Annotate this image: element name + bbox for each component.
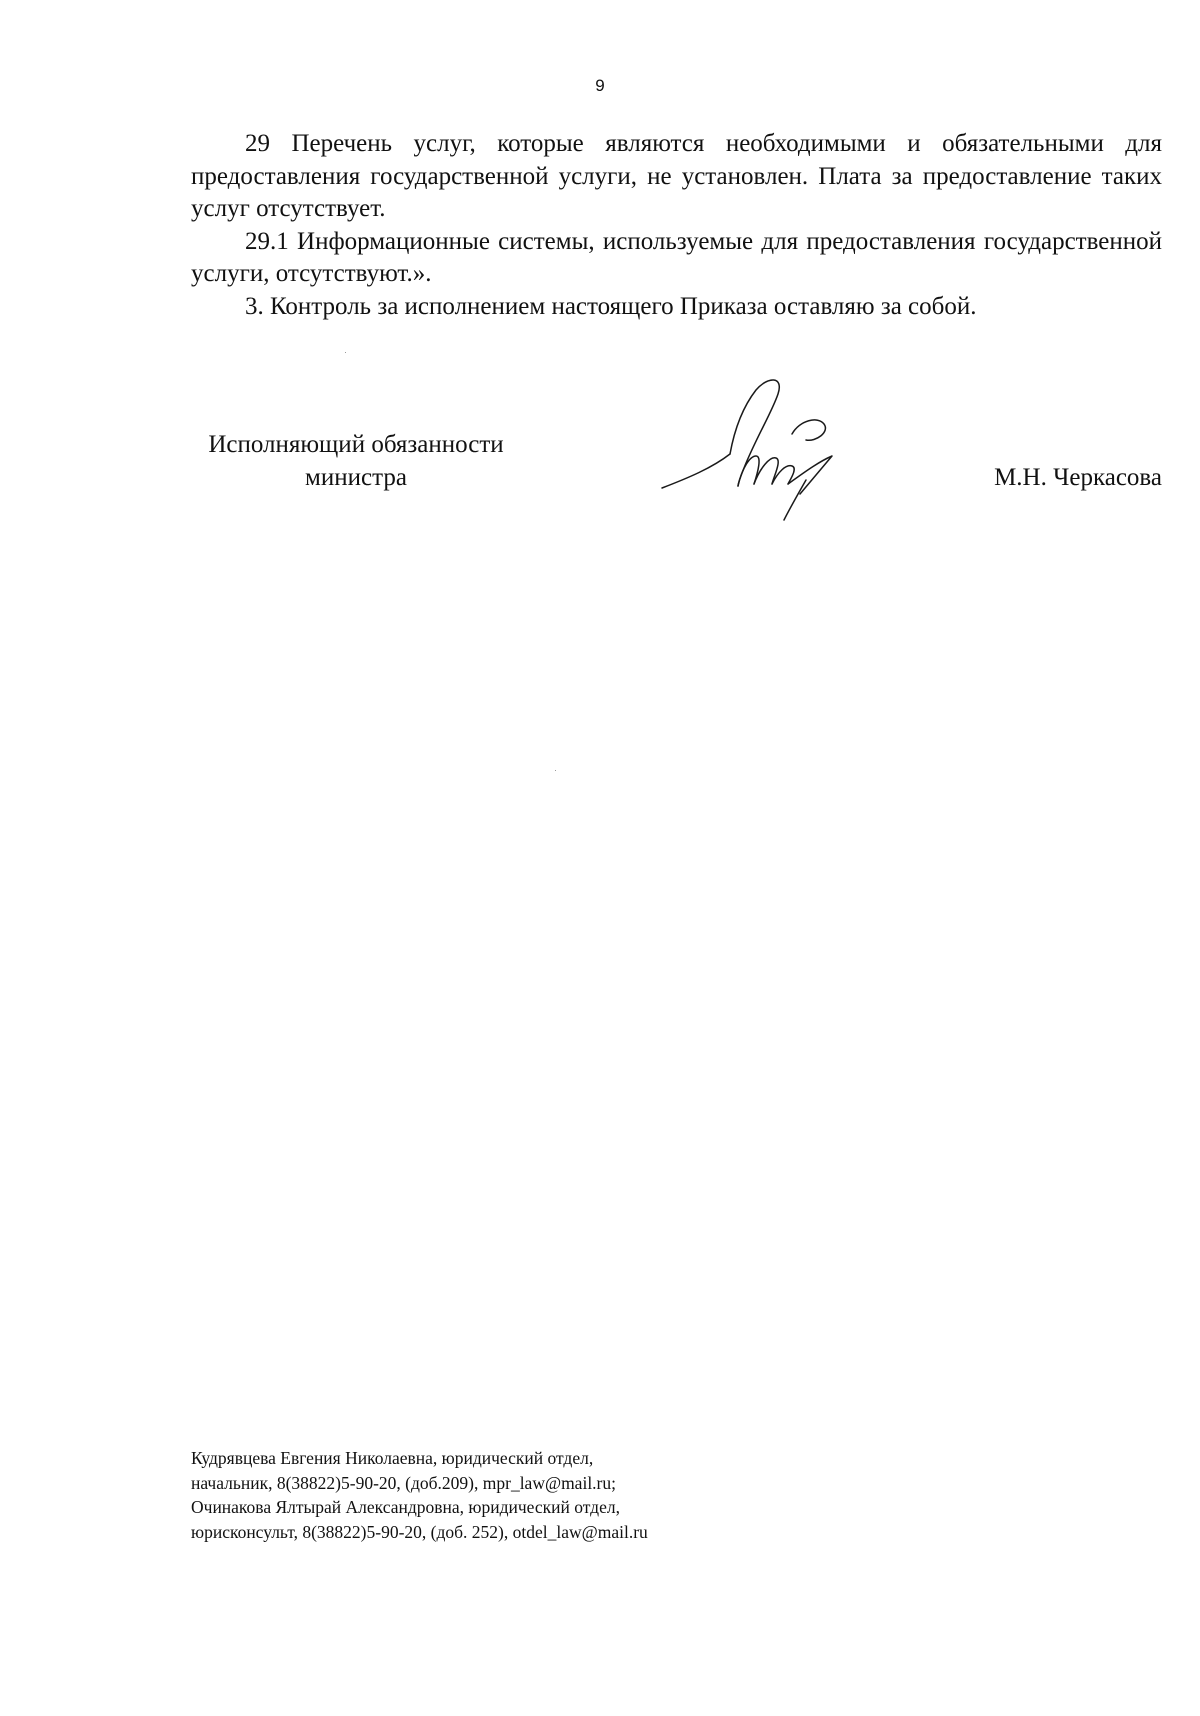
paragraph-services-list: 29 Перечень услуг, которые являются необходимыми и обязательными для предоставления государственной услуги, не установлен. Плата за предоставление таких услуг отсутствует.: [191, 130, 1162, 222]
signer-title: [191, 428, 521, 494]
scan-speck: [345, 352, 346, 353]
footer-line-4: юрисконсульт, 8(38822)5-90-20, (доб. 252), otdel_law@mail.ru: [191, 1521, 648, 1542]
body-text: [191, 128, 1162, 323]
paragraph-information-systems: 29.1 Информационные системы, используемые для предоставления государственной услуги, отсутствуют.».: [191, 227, 1162, 287]
footer-line-1: Кудрявцева Евгения Николаевна, юридический отдел,: [191, 1448, 594, 1468]
signer-name: М.Н. Черкасова: [994, 464, 1162, 491]
paragraph-control: 3. Контроль за исполнением настоящего Приказа оставляю за собой.: [245, 292, 977, 320]
signer-title-line-1: Исполняющий обязанности: [208, 431, 504, 458]
signer-title-line-2: министра: [305, 464, 407, 491]
footer-line-2: начальник, 8(38822)5-90-20, (доб.209), mpr_law@mail.ru;: [191, 1472, 616, 1493]
footer-line-3: Очинакова Ялтырай Александровна, юридический отдел,: [191, 1497, 620, 1517]
page-number: 9: [595, 76, 605, 95]
contact-footer: [191, 1446, 648, 1544]
handwritten-signature: [660, 372, 860, 522]
scan-speck: [555, 770, 556, 771]
